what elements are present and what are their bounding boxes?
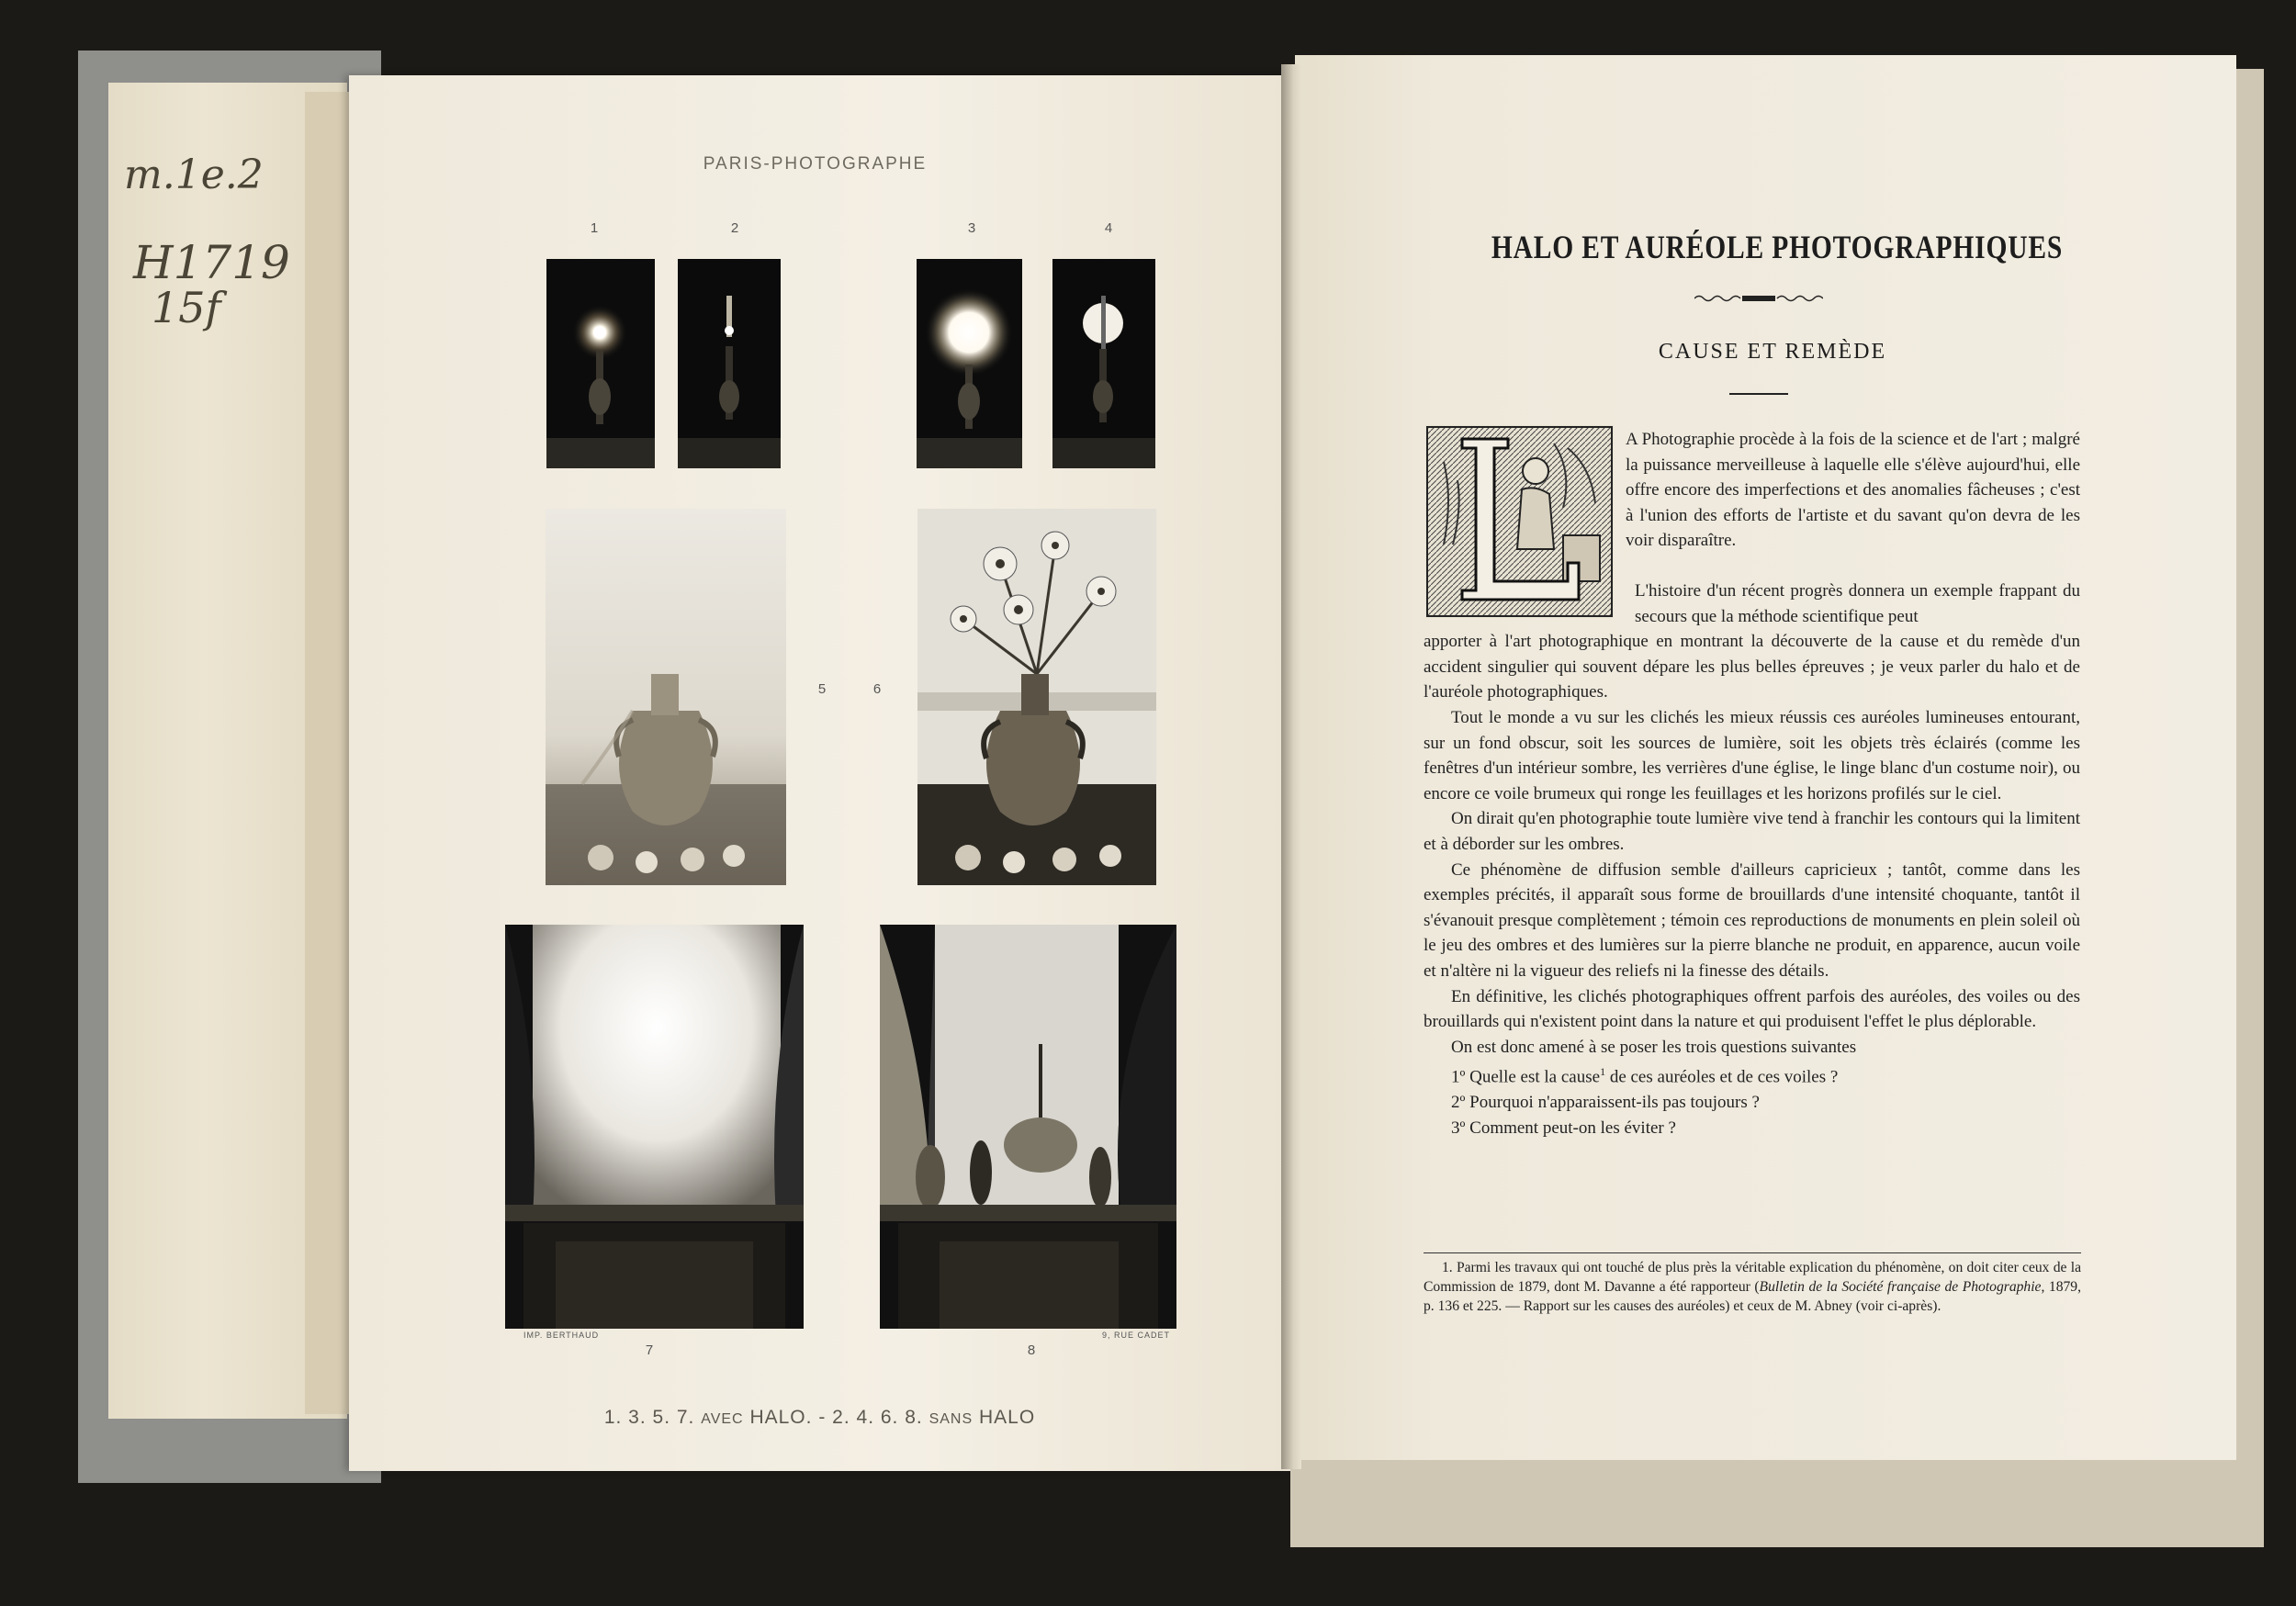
paragraph-2b: apporter à l'art photographique en montrant la découverte de la cause et du remède d'un accident singulier qui souvent dépare les plus belles épreuves ; je veux parler du halo et de l'auréole photographiques. [1424,632,2080,702]
caption-halo-2: HALO [979,1407,1036,1428]
figure-number-4: 4 [1104,220,1113,236]
figure-number-2: 2 [730,220,739,236]
photo-3-lamp-strong-halo [917,259,1022,468]
article-subtitle: CAUSE ET REMÈDE [1658,340,1887,364]
paragraph-5: Ce phénomène de diffusion semble d'ailleurs capricieux ; tantôt, comme dans les exemples précités, il apparaît sous forme de brouillards d'une intensité choquante, tantôt il s'évanouit presque complètement ; témoin ces reproductions de monuments en plein soleil où le jeu des ombres et des lumières sur la pierre blanche ne produit, en apparence, aucun voile et n'altère ni la vigueur des reliefs ni la finesse des détails. [1424,859,2080,981]
printer-imprint: IMP. BERTHAUD [523,1331,600,1340]
shelfmark-line-3: 15f [152,283,221,332]
footnote-journal-title: Bulletin de la Société française de Photographie [1759,1279,2042,1295]
caption-sans: SANS [929,1411,974,1427]
figure-number-5: 5 [817,681,827,697]
opening-paragraph [1626,427,2080,554]
question-2: 2º Pourquoi n'apparaissent-ils pas toujours ? [1451,1093,1760,1113]
question-3: 3º Comment peut-on les éviter ? [1451,1117,1676,1138]
caption-avec: AVEC [701,1411,744,1427]
running-head: PARIS-PHOTOGRAPHE [703,154,928,174]
footnote [1424,1258,2081,1316]
body-text [1424,578,2080,1140]
footnote-text-end: , 1879, p. 136 et 225. — Rapport sur les causes des auréoles) et ceux de M. Abney (voir ci-après). [1424,1279,2081,1314]
caption-with-halo-numbers: 1. 3. 5. 7. [603,1407,695,1428]
book-gutter [1281,64,1301,1469]
opening-paragraph-text: A Photographie procède à la fois de la science et de l'art ; malgré la puissance merveilleuse à laquelle elle s'élève aujourd'hui, elle offre encore des imperfections et des anomalies fâcheuses ; c'est à l'union des efforts de l'artiste et du savant qu'on devra de les voir disparaître. [1626,430,2080,551]
paragraph-2a: L'histoire d'un récent progrès donnera un exemple frappant du secours que la méthode scientifique peut [1635,581,2080,626]
photo-5-flower-vase-with-halo [546,509,786,885]
shelfmark-line-2: H1719 [133,236,290,289]
article-title: HALO ET AURÉOLE PHOTOGRAPHIQUES [1491,229,2064,265]
figure-number-3: 3 [967,220,976,236]
figure-number-8: 8 [1027,1342,1036,1358]
paragraph-4: On dirait qu'en photographie toute lumière vive tend à franchir les contours qui la limitent et à déborder sur les ombres. [1424,809,2080,854]
photo-6-flower-vase-without-halo [917,509,1156,885]
question-1: 1º Quelle est la cause$^1$ de ces auréoles et de ces voiles ? [1451,1065,1839,1087]
photo-7-window-interior-with-halo [505,925,804,1329]
handwritten-shelfmark [124,152,326,354]
plate-caption [349,1407,1290,1429]
plate-page [349,75,1290,1471]
figure-number-1: 1 [590,220,599,236]
footnote-rule [1424,1252,2081,1253]
figure-number-7: 7 [645,1342,654,1358]
photo-8-window-interior-without-halo [880,925,1176,1329]
photo-2-lamp-without-halo [678,259,781,468]
caption-halo-1: HALO. [749,1407,813,1428]
paragraph-3: Tout le monde a vu sur les clichés les mieux réussis ces auréoles lumineuses entourant, sur un fond obscur, soit les sources de lumière, soit les objets très éclairés (comme les fenêtres d'un intérieur sombre, les verrières d'une église, le linge blanc d'un costume noir), ou encore ce voile brumeux qui ronge les feuillages et les horizons profilés sur le ciel. [1424,707,2080,803]
title-ornament [1694,292,1823,305]
caption-separator: - [818,1407,827,1428]
shelfmark-line-1: m.1e.2 [124,152,264,198]
footnote-text-start: 1. Parmi les travaux qui ont touché de plus près la véritable explication du phénomène, on doit citer ceux de la Commission de 1879, dont M. Davanne a été rapporteur ( [1424,1260,2081,1295]
drop-cap-letter: L [1425,425,1426,426]
printer-address: 9, RUE CADET [1102,1331,1171,1340]
paragraph-7: On est donc amené à se poser les trois questions suivantes [1451,1037,1857,1057]
caption-without-halo-numbers: 2. 4. 6. 8. [832,1407,923,1428]
photo-4-globe-lamp-without-halo [1052,259,1155,468]
subtitle-rule [1729,393,1788,395]
paragraph-6: En définitive, les clichés photographiques offrent parfois des auréoles, des voiles ou des brouillards qui n'existent point dans la nature et qui produisent l'effet le plus déplorable. [1424,986,2080,1032]
figure-number-6: 6 [872,681,882,697]
photo-1-lamp-with-halo [546,259,655,468]
